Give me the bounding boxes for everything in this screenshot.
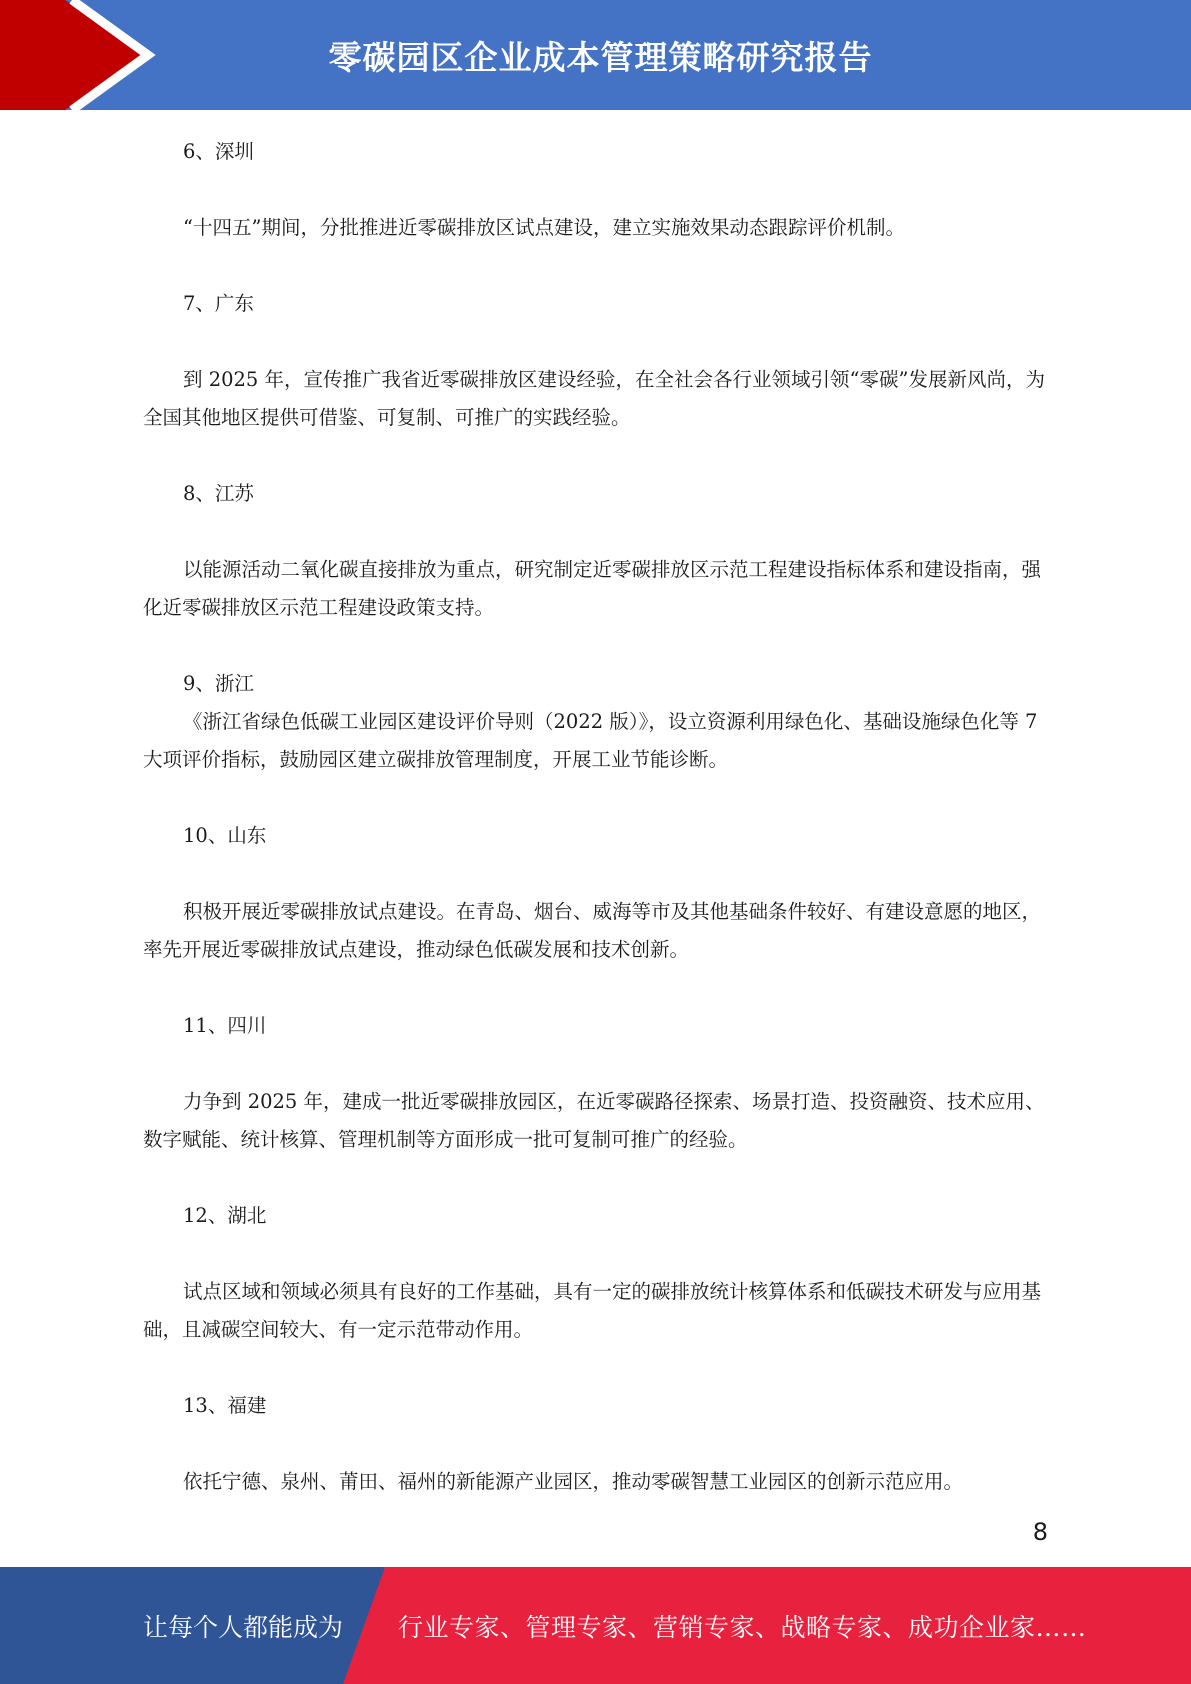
report-title: 零碳园区企业成本管理策略研究报告 bbox=[328, 37, 873, 77]
section-heading: 7、广东 bbox=[183, 292, 254, 315]
section-paragraph: 试点区域和领域必须具有良好的工作基础，具有一定的碳排放统计核算体系和低碳技术研发与应用基础，且减碳空间较大、有一定示范带动作用。 bbox=[143, 1280, 1042, 1341]
section-heading: 13、福建 bbox=[183, 1394, 267, 1417]
section-heading: 11、四川 bbox=[183, 1014, 267, 1037]
page-number: 8 bbox=[1032, 1518, 1048, 1546]
section-paragraph: 以能源活动二氧化碳直接排放为重点，研究制定近零碳排放区示范工程建设指标体系和建设指南，强化近零碳排放区示范工程建设政策支持。 bbox=[143, 558, 1042, 619]
section-paragraph: 到 2025 年，宣传推广我省近零碳排放区建设经验，在全社会各行业领域引领“零碳”发展新风尚，为全国其他地区提供可借鉴、可复制、可推广的实践经验。 bbox=[143, 368, 1045, 429]
page-footer bbox=[0, 1567, 1191, 1684]
section-heading: 9、浙江 bbox=[183, 672, 254, 695]
section-paragraph: 依托宁德、泉州、莆田、福州的新能源产业园区，推动零碳智慧工业园区的创新示范应用。 bbox=[183, 1470, 964, 1493]
section-heading: 12、湖北 bbox=[183, 1204, 267, 1227]
section-paragraph: 力争到 2025 年，建成一批近零碳排放园区，在近零碳路径探索、场景打造、投资融资、技术应用、数字赋能、统计核算、管理机制等方面形成一批可复制可推广的经验。 bbox=[143, 1090, 1045, 1151]
section-paragraph: 积极开展近零碳排放试点建设。在青岛、烟台、威海等市及其他基础条件较好、有建设意愿的地区，率先开展近零碳排放试点建设，推动绿色低碳发展和技术创新。 bbox=[143, 900, 1042, 961]
section-heading: 6、深圳 bbox=[183, 140, 254, 163]
section-paragraph: “十四五”期间，分批推进近零碳排放区试点建设，建立实施效果动态跟踪评价机制。 bbox=[183, 216, 905, 239]
footer-slogan-left: 让每个人都能成为 bbox=[143, 1612, 344, 1642]
footer-slogan-right: 行业专家、管理专家、营销专家、战略专家、成功企业家…… bbox=[398, 1612, 1087, 1642]
section-paragraph: 《浙江省绿色低碳工业园区建设评价导则（2022 版）》，设立资源利用绿色化、基础设施绿色化等 7 大项评价指标，鼓励园区建立碳排放管理制度，开展工业节能诊断。 bbox=[143, 710, 1038, 771]
section-heading: 8、江苏 bbox=[183, 482, 254, 505]
section-heading: 10、山东 bbox=[183, 824, 267, 847]
page-header bbox=[0, 0, 1191, 110]
